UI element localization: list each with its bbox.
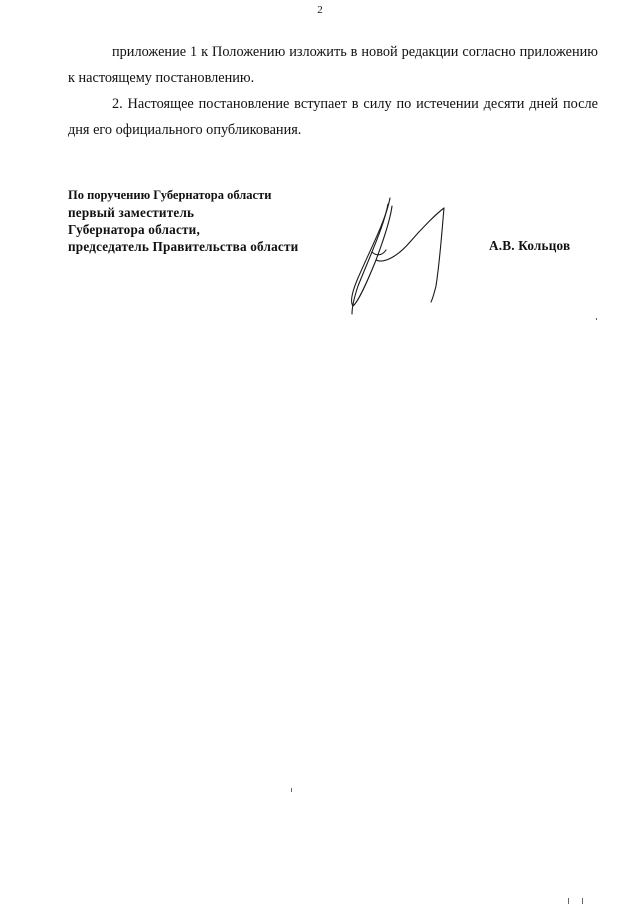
signature-block [68, 187, 368, 255]
position-line-2: Губернатора области, [68, 222, 200, 237]
authority-line: По поручению Губернатора области [68, 188, 272, 202]
scan-speck [596, 318, 597, 320]
paragraph-2: 2. Настоящее постановление вступает в силу по истечении десяти дней после дня его официального опубликования. [68, 96, 598, 138]
scan-speck [582, 898, 583, 904]
scan-speck [568, 898, 569, 904]
handwritten-signature-icon [340, 190, 455, 320]
page-number: 2 [317, 4, 323, 16]
signer-name: А.В. Кольцов [489, 238, 571, 253]
paragraph-1: приложение 1 к Положению изложить в новой редакции согласно приложению к настоящему постановлению. [68, 44, 598, 86]
scan-speck [291, 788, 292, 792]
position-line-1: первый заместитель [68, 205, 195, 220]
position-line-3: председатель Правительства области [68, 239, 299, 254]
